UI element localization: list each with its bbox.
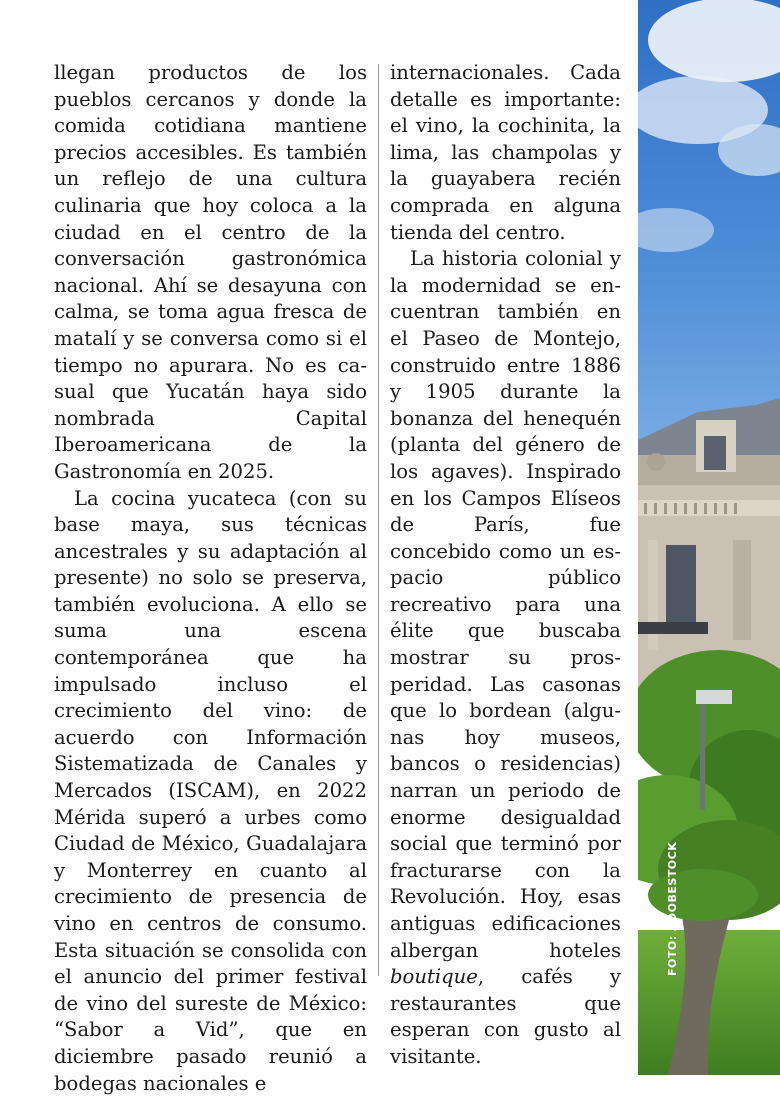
paragraph — [390, 246, 621, 1070]
paragraph-text: , cafés y restaurantes que esperan con gusto al visitante. — [390, 965, 621, 1068]
article-column-left — [54, 60, 367, 1097]
article-column-right — [390, 60, 621, 1071]
italic-term: boutique — [390, 965, 478, 988]
column-divider — [378, 64, 379, 976]
paragraph: internacionales. Cada detalle es importante: el vino, la cochinita, la lima, las champolas y la guayabera recién comprada en alguna tienda del centro. — [390, 60, 621, 246]
paragraph: La cocina yucateca (con su base maya, sus técnicas ancestrales y su adaptación al presente) no solo se preserva, también evoluciona. A ello se suma una escena contemporánea que ha impulsado incluso el crecimiento del vino: de acuerdo con Información Sistematizada de Canales y Mercados (ISCAM), en 2022 Mérida superó a urbes como Ciudad de México, Guadalajara y Monterrey en cuanto al crecimiento de presencia de vino en centros de consumo. Esta situación se consolida con el anuncio del primer festival de vino del sureste de México: “Sabor a Vid”, que en diciembre pasado reunió a bodegas nacionales e — [54, 486, 367, 1097]
paragraph-text: La historia colonial y la modernidad se encuentran también en el Paseo de Montejo, construido entre 1886 y 1905 durante la bonanza del henequén (planta del género de los agaves). Inspirado en los Campos Elíseos de París, fue concebido como un espacio público recreativo para una élite que buscaba mostrar su prosperidad. Las casonas que lo bordean (algunas hoy museos, bancos o residencias) narran un periodo de enorme desigualdad social que terminó por fracturarse con la Revolución. Hoy, esas antiguas edificaciones albergan hoteles — [390, 247, 621, 961]
photo-paseo-montejo — [638, 0, 780, 1075]
photo-credit: FOTO: ADOBESTOCK — [666, 842, 679, 976]
paragraph: llegan productos de los pueblos cercanos y donde la comida cotidiana mantiene precios accesibles. Es también un reflejo de una cultura culinaria que hoy coloca a la ciudad en el centro de la conversación gastronómica nacional. Ahí se desayuna con calma, se toma agua fresca de matalí y se conversa como si el tiempo no apurara. No es casual que Yucatán haya sido nombrada Capital Iberoamericana de la Gastronomía en 2025. — [54, 60, 367, 486]
